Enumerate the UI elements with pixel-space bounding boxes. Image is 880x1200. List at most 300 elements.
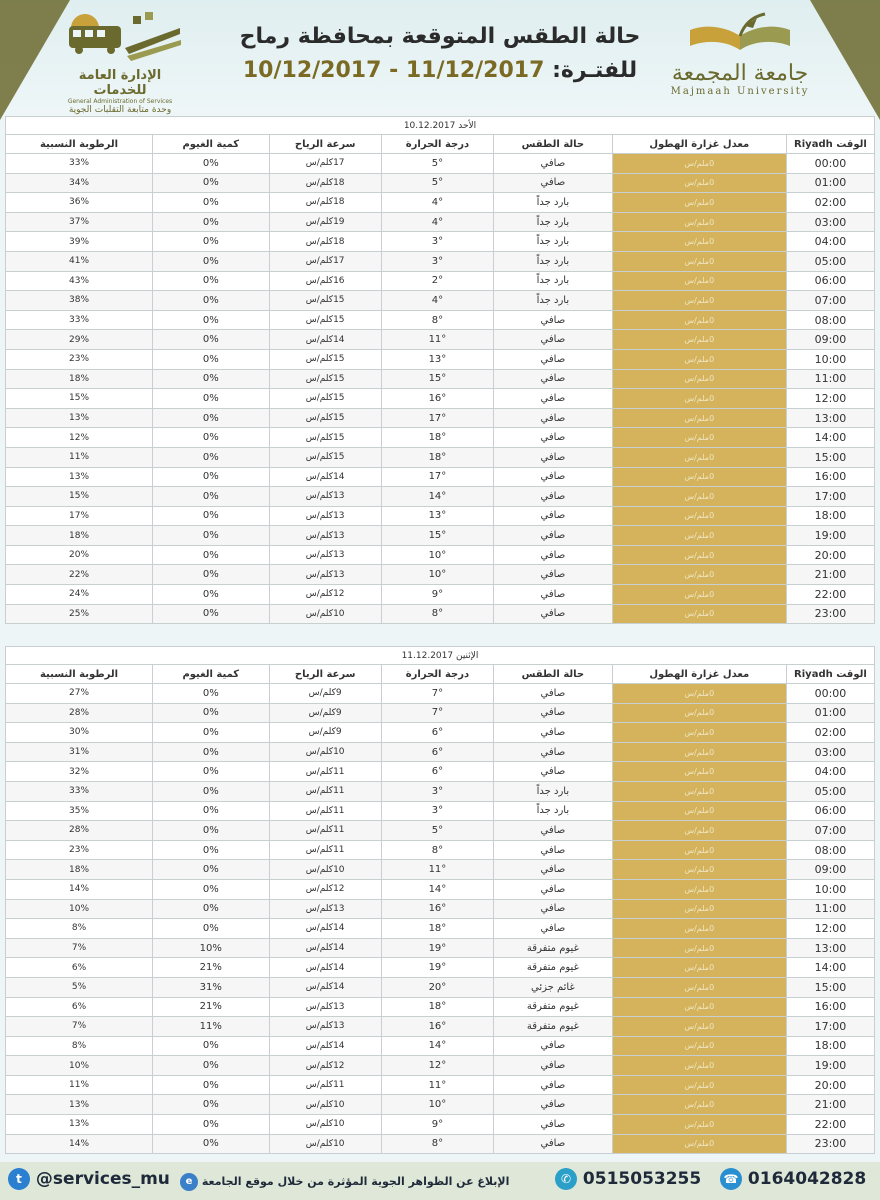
cell-time: 23:00 <box>786 1134 874 1154</box>
cell-clouds: 0% <box>153 212 269 232</box>
cell-hum: 8% <box>6 1036 153 1056</box>
cell-hum: 7% <box>6 938 153 958</box>
cell-hum: 5% <box>6 977 153 997</box>
table-row <box>6 330 875 350</box>
cell-cond: صافي <box>494 762 613 782</box>
cell-rain: 0ملم/س <box>612 1017 786 1037</box>
report-text: الإبلاغ عن الظواهر الجوية المؤثرة من خلال موقع الجامعة <box>201 1175 510 1188</box>
cell-temp: 18° <box>381 428 493 448</box>
cell-clouds: 31% <box>153 977 269 997</box>
cell-rain: 0ملم/س <box>612 330 786 350</box>
cell-time: 12:00 <box>786 389 874 409</box>
cell-wind: 15كلم/س <box>269 447 381 467</box>
table-row <box>6 742 875 762</box>
cell-clouds: 0% <box>153 310 269 330</box>
cell-clouds: 0% <box>153 467 269 487</box>
cell-cond: بارد جداً <box>494 801 613 821</box>
table-row <box>6 428 875 448</box>
cell-rain: 0ملم/س <box>612 251 786 271</box>
cell-wind: 11كلم/س <box>269 821 381 841</box>
cell-clouds: 0% <box>153 526 269 546</box>
cell-cond: بارد جداً <box>494 212 613 232</box>
cell-rain: 0ملم/س <box>612 154 786 174</box>
cell-temp: 14° <box>381 879 493 899</box>
table-row <box>6 212 875 232</box>
period-label: للفتـرة: <box>552 58 638 83</box>
cell-temp: 15° <box>381 369 493 389</box>
cell-temp: 20° <box>381 977 493 997</box>
cell-clouds: 0% <box>153 447 269 467</box>
cell-hum: 18% <box>6 526 153 546</box>
cell-temp: 17° <box>381 467 493 487</box>
column-header-hum: الرطوبة النسبية <box>6 665 153 684</box>
cell-time: 06:00 <box>786 801 874 821</box>
cell-rain: 0ملم/س <box>612 1134 786 1154</box>
cell-clouds: 0% <box>153 232 269 252</box>
cell-temp: 18° <box>381 447 493 467</box>
cell-wind: 13كلم/س <box>269 997 381 1017</box>
table-row <box>6 1017 875 1037</box>
cell-clouds: 0% <box>153 193 269 213</box>
cell-cond: صافي <box>494 565 613 585</box>
cell-time: 19:00 <box>786 526 874 546</box>
cell-hum: 43% <box>6 271 153 291</box>
cell-clouds: 0% <box>153 604 269 624</box>
cell-cond: صافي <box>494 1134 613 1154</box>
column-header-rain: معدل غزارة الهطول <box>612 665 786 684</box>
cell-time: 17:00 <box>786 1017 874 1037</box>
cell-wind: 14كلم/س <box>269 938 381 958</box>
cell-wind: 13كلم/س <box>269 1017 381 1037</box>
cell-rain: 0ملم/س <box>612 1095 786 1115</box>
cell-temp: 4° <box>381 212 493 232</box>
unit-name-ar: وحدة متابعة التقلبات الجوية <box>68 105 172 115</box>
cell-temp: 3° <box>381 781 493 801</box>
dept-name-ar: الإدارة العامة للخدمات <box>78 68 162 98</box>
cell-time: 14:00 <box>786 958 874 978</box>
cell-hum: 6% <box>6 997 153 1017</box>
cell-hum: 35% <box>6 801 153 821</box>
cell-wind: 10كلم/س <box>269 1134 381 1154</box>
cell-wind: 14كلم/س <box>269 958 381 978</box>
cell-time: 08:00 <box>786 310 874 330</box>
cell-hum: 15% <box>6 389 153 409</box>
cell-hum: 14% <box>6 1134 153 1154</box>
cell-time: 23:00 <box>786 604 874 624</box>
cell-cond: صافي <box>494 389 613 409</box>
cell-rain: 0ملم/س <box>612 1056 786 1076</box>
phone-contact[interactable] <box>720 1168 866 1190</box>
cell-clouds: 0% <box>153 879 269 899</box>
cell-hum: 18% <box>6 369 153 389</box>
cell-rain: 0ملم/س <box>612 173 786 193</box>
cell-cond: صافي <box>494 742 613 762</box>
services-emblem-icon <box>55 8 185 64</box>
cell-time: 07:00 <box>786 291 874 311</box>
cell-hum: 10% <box>6 1056 153 1076</box>
cell-cond: غيوم متفرقة <box>494 958 613 978</box>
internet-explorer-icon: e <box>180 1173 198 1191</box>
cell-wind: 14كلم/س <box>269 977 381 997</box>
cell-hum: 11% <box>6 447 153 467</box>
cell-temp: 6° <box>381 742 493 762</box>
cell-cond: صافي <box>494 899 613 919</box>
cell-cond: صافي <box>494 684 613 704</box>
table-row <box>6 1036 875 1056</box>
cell-hum: 24% <box>6 585 153 605</box>
services-logo <box>50 8 190 115</box>
period <box>200 58 680 83</box>
cell-hum: 12% <box>6 428 153 448</box>
cell-hum: 28% <box>6 703 153 723</box>
column-header-cond: حالة الطقس <box>494 665 613 684</box>
twitter-contact[interactable] <box>8 1168 170 1190</box>
cell-cond: صافي <box>494 1075 613 1095</box>
cell-rain: 0ملم/س <box>612 860 786 880</box>
table-row <box>6 232 875 252</box>
cell-time: 21:00 <box>786 565 874 585</box>
cell-temp: 6° <box>381 723 493 743</box>
cell-rain: 0ملم/س <box>612 408 786 428</box>
table-row <box>6 762 875 782</box>
cell-cond: صافي <box>494 604 613 624</box>
table-row <box>6 369 875 389</box>
cell-hum: 18% <box>6 860 153 880</box>
cell-cond: صافي <box>494 447 613 467</box>
cell-clouds: 0% <box>153 919 269 939</box>
cell-temp: 14° <box>381 1036 493 1056</box>
cell-time: 11:00 <box>786 369 874 389</box>
cell-rain: 0ملم/س <box>612 997 786 1017</box>
phone1-text: 0164042828 <box>747 1169 867 1189</box>
cell-cond: صافي <box>494 506 613 526</box>
university-logo <box>650 10 830 105</box>
table-row <box>6 271 875 291</box>
cell-hum: 17% <box>6 506 153 526</box>
cell-wind: 17كلم/س <box>269 154 381 174</box>
cell-rain: 0ملم/س <box>612 742 786 762</box>
cell-wind: 11كلم/س <box>269 1075 381 1095</box>
cell-wind: 13كلم/س <box>269 565 381 585</box>
cell-wind: 15كلم/س <box>269 349 381 369</box>
day-date: الأحد 10.12.2017 <box>6 117 875 135</box>
cell-hum: 13% <box>6 408 153 428</box>
cell-clouds: 0% <box>153 428 269 448</box>
cell-cond: بارد جداً <box>494 291 613 311</box>
cell-wind: 10كلم/س <box>269 1095 381 1115</box>
cell-clouds: 0% <box>153 1134 269 1154</box>
cell-rain: 0ملم/س <box>612 447 786 467</box>
cell-rain: 0ملم/س <box>612 899 786 919</box>
cell-clouds: 0% <box>153 565 269 585</box>
table-row <box>6 467 875 487</box>
cell-wind: 13كلم/س <box>269 526 381 546</box>
table-row <box>6 1075 875 1095</box>
cell-rain: 0ملم/س <box>612 1115 786 1135</box>
cell-rain: 0ملم/س <box>612 781 786 801</box>
cell-clouds: 0% <box>153 1095 269 1115</box>
cell-time: 15:00 <box>786 447 874 467</box>
column-header-wind: سرعة الرياح <box>269 665 381 684</box>
cell-rain: 0ملم/س <box>612 565 786 585</box>
cell-clouds: 0% <box>153 369 269 389</box>
cell-temp: 8° <box>381 310 493 330</box>
cell-cond: صافي <box>494 703 613 723</box>
cell-clouds: 0% <box>153 585 269 605</box>
cell-rain: 0ملم/س <box>612 1075 786 1095</box>
cell-cond: صافي <box>494 879 613 899</box>
cell-rain: 0ملم/س <box>612 193 786 213</box>
cell-temp: 11° <box>381 1075 493 1095</box>
cell-wind: 15كلم/س <box>269 428 381 448</box>
cell-temp: 8° <box>381 840 493 860</box>
cell-rain: 0ملم/س <box>612 723 786 743</box>
cell-temp: 19° <box>381 958 493 978</box>
cell-temp: 3° <box>381 251 493 271</box>
cell-time: 09:00 <box>786 860 874 880</box>
cell-cond: صافي <box>494 1115 613 1135</box>
table-row <box>6 251 875 271</box>
university-name-ar: جامعة المجمعة <box>671 61 809 86</box>
cell-hum: 27% <box>6 684 153 704</box>
cell-rain: 0ملم/س <box>612 369 786 389</box>
table-row <box>6 291 875 311</box>
cell-clouds: 11% <box>153 1017 269 1037</box>
cell-clouds: 0% <box>153 271 269 291</box>
cell-time: 15:00 <box>786 977 874 997</box>
cell-cond: صافي <box>494 467 613 487</box>
cell-temp: 5° <box>381 821 493 841</box>
cell-time: 13:00 <box>786 938 874 958</box>
cell-hum: 11% <box>6 1075 153 1095</box>
cell-time: 11:00 <box>786 899 874 919</box>
cell-cond: غائم جزئي <box>494 977 613 997</box>
day-table-sunday <box>5 116 875 624</box>
date-row <box>6 647 875 665</box>
cell-clouds: 0% <box>153 1056 269 1076</box>
cell-rain: 0ملم/س <box>612 506 786 526</box>
cell-cond: صافي <box>494 840 613 860</box>
table-row <box>6 997 875 1017</box>
cell-cond: صافي <box>494 487 613 507</box>
cell-wind: 11كلم/س <box>269 762 381 782</box>
column-header-clouds: كمية الغيوم <box>153 665 269 684</box>
cell-wind: 13كلم/س <box>269 506 381 526</box>
cell-time: 18:00 <box>786 1036 874 1056</box>
cell-cond: صافي <box>494 860 613 880</box>
table-row <box>6 938 875 958</box>
cell-wind: 13كلم/س <box>269 487 381 507</box>
cell-time: 05:00 <box>786 251 874 271</box>
cell-clouds: 0% <box>153 821 269 841</box>
cell-hum: 22% <box>6 565 153 585</box>
cell-hum: 10% <box>6 899 153 919</box>
open-book-icon <box>685 10 795 58</box>
cell-hum: 38% <box>6 291 153 311</box>
table-row <box>6 585 875 605</box>
cell-time: 10:00 <box>786 879 874 899</box>
cell-wind: 13كلم/س <box>269 899 381 919</box>
cell-time: 20:00 <box>786 545 874 565</box>
table-row <box>6 506 875 526</box>
cell-rain: 0ملم/س <box>612 428 786 448</box>
cell-hum: 41% <box>6 251 153 271</box>
cell-clouds: 0% <box>153 684 269 704</box>
table-row <box>6 723 875 743</box>
cell-wind: 15كلم/س <box>269 310 381 330</box>
cell-wind: 14كلم/س <box>269 919 381 939</box>
table-row <box>6 565 875 585</box>
column-header-hum: الرطوبة النسبية <box>6 135 153 154</box>
cell-time: 14:00 <box>786 428 874 448</box>
table-row <box>6 310 875 330</box>
cell-hum: 33% <box>6 154 153 174</box>
table-row <box>6 1134 875 1154</box>
column-header-cond: حالة الطقس <box>494 135 613 154</box>
table-row <box>6 193 875 213</box>
cell-wind: 10كلم/س <box>269 742 381 762</box>
cell-cond: صافي <box>494 821 613 841</box>
table-row <box>6 781 875 801</box>
cell-hum: 13% <box>6 1095 153 1115</box>
cell-rain: 0ملم/س <box>612 545 786 565</box>
cell-time: 02:00 <box>786 723 874 743</box>
cell-wind: 17كلم/س <box>269 251 381 271</box>
cell-wind: 12كلم/س <box>269 585 381 605</box>
cell-hum: 29% <box>6 330 153 350</box>
cell-hum: 39% <box>6 232 153 252</box>
cell-clouds: 0% <box>153 408 269 428</box>
phone-icon: ☎ <box>720 1168 742 1190</box>
cell-cond: غيوم متفرقة <box>494 1017 613 1037</box>
cell-rain: 0ملم/س <box>612 977 786 997</box>
cell-clouds: 21% <box>153 997 269 1017</box>
cell-rain: 0ملم/س <box>612 801 786 821</box>
cell-clouds: 0% <box>153 1115 269 1135</box>
table-row <box>6 879 875 899</box>
cell-rain: 0ملم/س <box>612 684 786 704</box>
table-row <box>6 447 875 467</box>
cell-cond: صافي <box>494 723 613 743</box>
cell-rain: 0ملم/س <box>612 879 786 899</box>
cell-temp: 13° <box>381 506 493 526</box>
cell-time: 17:00 <box>786 487 874 507</box>
cell-temp: 10° <box>381 545 493 565</box>
table-row <box>6 821 875 841</box>
table-row <box>6 977 875 997</box>
cell-cond: صافي <box>494 1095 613 1115</box>
table-row <box>6 684 875 704</box>
cell-clouds: 0% <box>153 801 269 821</box>
report-link[interactable] <box>180 1173 509 1191</box>
cell-rain: 0ملم/س <box>612 232 786 252</box>
cell-time: 22:00 <box>786 1115 874 1135</box>
table-row <box>6 604 875 624</box>
table-row <box>6 1095 875 1115</box>
cell-wind: 10كلم/س <box>269 1115 381 1135</box>
cell-hum: 23% <box>6 349 153 369</box>
cell-cond: غيوم متفرقة <box>494 938 613 958</box>
cell-time: 16:00 <box>786 997 874 1017</box>
cell-cond: صافي <box>494 173 613 193</box>
cell-temp: 16° <box>381 1017 493 1037</box>
cell-wind: 18كلم/س <box>269 173 381 193</box>
cell-temp: 6° <box>381 762 493 782</box>
cell-rain: 0ملم/س <box>612 821 786 841</box>
cell-time: 09:00 <box>786 330 874 350</box>
cell-hum: 8% <box>6 919 153 939</box>
cell-time: 10:00 <box>786 349 874 369</box>
cell-rain: 0ملم/س <box>612 349 786 369</box>
cell-cond: صافي <box>494 428 613 448</box>
cell-clouds: 0% <box>153 723 269 743</box>
cell-wind: 12كلم/س <box>269 1056 381 1076</box>
cell-hum: 14% <box>6 879 153 899</box>
cell-time: 04:00 <box>786 232 874 252</box>
cell-wind: 14كلم/س <box>269 467 381 487</box>
cell-clouds: 0% <box>153 840 269 860</box>
cell-rain: 0ملم/س <box>612 840 786 860</box>
whatsapp-contact[interactable] <box>555 1168 701 1190</box>
cell-time: 01:00 <box>786 173 874 193</box>
dept-name-en: General Administration of Services <box>67 98 173 105</box>
cell-temp: 19° <box>381 938 493 958</box>
cell-temp: 5° <box>381 173 493 193</box>
cell-temp: 18° <box>381 997 493 1017</box>
cell-time: 02:00 <box>786 193 874 213</box>
cell-wind: 15كلم/س <box>269 369 381 389</box>
table-row <box>6 408 875 428</box>
cell-rain: 0ملم/س <box>612 938 786 958</box>
cell-clouds: 0% <box>153 545 269 565</box>
footer <box>0 1162 880 1200</box>
cell-time: 01:00 <box>786 703 874 723</box>
cell-temp: 12° <box>381 1056 493 1076</box>
cell-clouds: 0% <box>153 899 269 919</box>
cell-clouds: 0% <box>153 291 269 311</box>
cell-clouds: 0% <box>153 487 269 507</box>
cell-clouds: 0% <box>153 330 269 350</box>
cell-hum: 32% <box>6 762 153 782</box>
table-row <box>6 703 875 723</box>
cell-temp: 13° <box>381 349 493 369</box>
cell-wind: 14كلم/س <box>269 330 381 350</box>
cell-wind: 11كلم/س <box>269 801 381 821</box>
cell-hum: 25% <box>6 604 153 624</box>
cell-hum: 20% <box>6 545 153 565</box>
cell-clouds: 0% <box>153 389 269 409</box>
column-header-rain: معدل غزارة الهطول <box>612 135 786 154</box>
cell-cond: صافي <box>494 408 613 428</box>
cell-clouds: 0% <box>153 506 269 526</box>
cell-hum: 37% <box>6 212 153 232</box>
cell-temp: 9° <box>381 1115 493 1135</box>
twitter-icon: t <box>8 1168 30 1190</box>
cell-cond: بارد جداً <box>494 193 613 213</box>
cell-hum: 28% <box>6 821 153 841</box>
cell-clouds: 0% <box>153 173 269 193</box>
twitter-handle: @services_mu <box>35 1169 170 1189</box>
date-row <box>6 117 875 135</box>
cell-rain: 0ملم/س <box>612 389 786 409</box>
cell-wind: 14كلم/س <box>269 1036 381 1056</box>
table-row <box>6 545 875 565</box>
cell-clouds: 0% <box>153 251 269 271</box>
cell-time: 03:00 <box>786 742 874 762</box>
cell-time: 05:00 <box>786 781 874 801</box>
cell-wind: 9كلم/س <box>269 684 381 704</box>
cell-cond: بارد جداً <box>494 781 613 801</box>
